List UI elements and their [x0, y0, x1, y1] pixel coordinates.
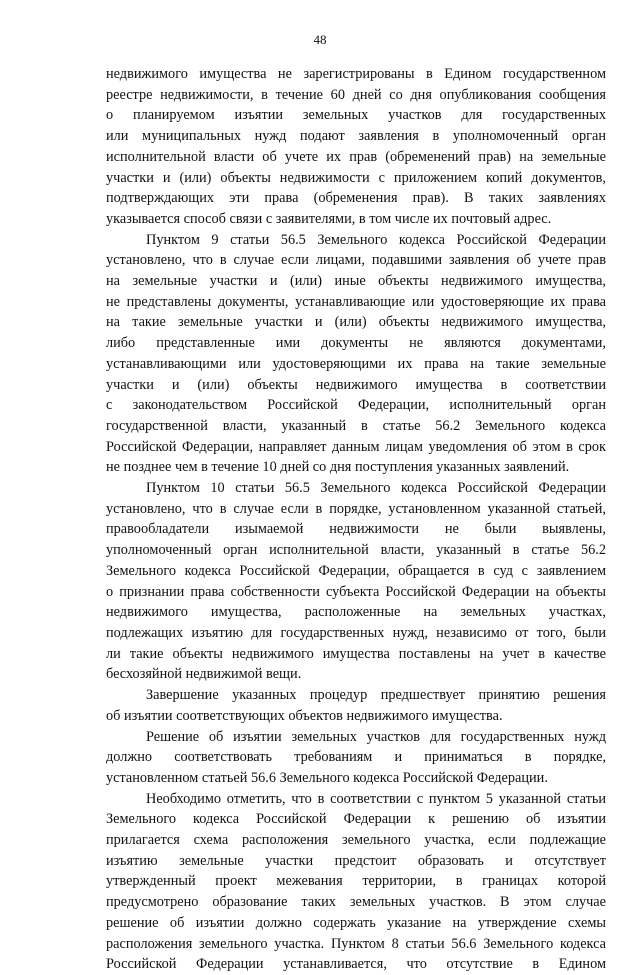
- text-line: правообладатели изымаемой недвижимости не были выявлены,: [106, 521, 606, 538]
- text-line: прилагается схема расположения земельного участка, если подлежащие: [106, 832, 606, 849]
- text-line: утвержденный проект межевания территории, в границах которой: [106, 873, 606, 890]
- text-line: расположения земельного участка. Пунктом 8 статьи 56.6 Земельного кодекса: [106, 935, 606, 952]
- paragraph-first-line: Необходимо отметить, что в соответствии с пунктом 5 указанной статьи: [146, 790, 606, 807]
- text-line: решение об изъятии должно содержать указание на утверждение схемы: [106, 914, 606, 931]
- text-line: либо представленные ими документы не являются документами,: [106, 335, 606, 352]
- text-line: устанавливающими или удостоверяющими их права на такие земельные: [106, 355, 606, 372]
- text-line: об изъятии соответствующих объектов недвижимого имущества.: [106, 707, 503, 724]
- text-line: предусмотрено образование таких земельных участков. В этом случае: [106, 894, 606, 911]
- page-number: 48: [313, 32, 327, 47]
- text-line: реестре недвижимости, в течение 60 дней со дня опубликования сообщения: [106, 86, 606, 103]
- text-line: недвижимого имущества не зарегистрированы в Едином государственном: [106, 66, 606, 82]
- text-line: на земельные участки и (или) иные объекты недвижимого имущества,: [106, 273, 606, 290]
- text-line: государственной власти, указанный в статье 56.2 Земельного кодекса: [106, 417, 606, 434]
- text-line: указывается способ связи с заявителями, в том числе их почтовый адрес.: [106, 210, 552, 227]
- document-body: [106, 64, 606, 975]
- text-line: о признании права собственности субъекта Российской Федерации на объекты: [106, 583, 606, 600]
- text-line: с законодательством Российской Федерации, исполнительный орган: [106, 397, 606, 414]
- text-line: подтверждающих эти права (обременения прав). В таких заявлениях: [106, 190, 606, 207]
- text-line: установлено, что в случае если в порядке, установленном указанной статьей,: [106, 500, 606, 517]
- text-line: изъятию земельные участки предстоит образовать и отсутствует: [106, 852, 606, 869]
- paragraph-first-line: Завершение указанных процедур предшествует принятию решения: [146, 687, 606, 704]
- text-line: о планируемом изъятии земельных участков для государственных: [106, 107, 606, 124]
- text-line: не представлены документы, устанавливающие или удостоверяющие их права: [106, 293, 606, 310]
- paragraph-first-line: Решение об изъятии земельных участков для государственных нужд: [146, 728, 606, 745]
- text-line: уполномоченный орган исполнительной власти, указанный в статье 56.2: [106, 542, 606, 559]
- text-line: бесхозяйной недвижимой вещи.: [106, 666, 302, 683]
- text-line: ли такие объекты недвижимого имущества поставлены на учет в качестве: [106, 645, 606, 662]
- text-line: Земельного кодекса Российской Федерации, обращается в суд с заявлением: [106, 562, 606, 579]
- text-line: не позднее чем в течение 10 дней со дня поступления указанных заявлений.: [106, 459, 570, 476]
- text-line: на такие земельные участки и (или) объекты недвижимого имущества,: [106, 314, 606, 331]
- text-line: установлено, что в случае если лицами, подавшими заявления об учете прав: [106, 252, 606, 269]
- text-line: участки и (или) объекты недвижимого имущества в соответствии: [106, 376, 606, 393]
- text-line: участки и (или) объекты недвижимости с приложением копий документов,: [106, 169, 606, 186]
- text-line: Российской Федерации, направляет данным лицам уведомления об этом в срок: [106, 438, 606, 455]
- text-line: исполнительной власти об учете их прав (обременений прав) на земельные: [106, 148, 606, 165]
- text-line: установленном статьей 56.6 Земельного кодекса Российской Федерации.: [106, 769, 548, 786]
- paragraph-first-line: Пунктом 10 статьи 56.5 Земельного кодекса Российской Федерации: [146, 480, 606, 497]
- text-line: подлежащих изъятию для государственных нужд, независимо от того, были: [106, 624, 606, 641]
- text-line: недвижимого имущества, расположенные на земельных участках,: [106, 604, 606, 621]
- text-line: или муниципальных нужд подают заявления в уполномоченный орган: [106, 128, 606, 145]
- text-line: Земельного кодекса Российской Федерации к решению об изъятии: [106, 811, 606, 828]
- text-line: Российской Федерации устанавливается, что отсутствие в Едином: [106, 956, 606, 973]
- text-line: должно соответствовать требованиям и приниматься в порядке,: [106, 749, 606, 766]
- paragraph-first-line: Пунктом 9 статьи 56.5 Земельного кодекса Российской Федерации: [146, 231, 606, 248]
